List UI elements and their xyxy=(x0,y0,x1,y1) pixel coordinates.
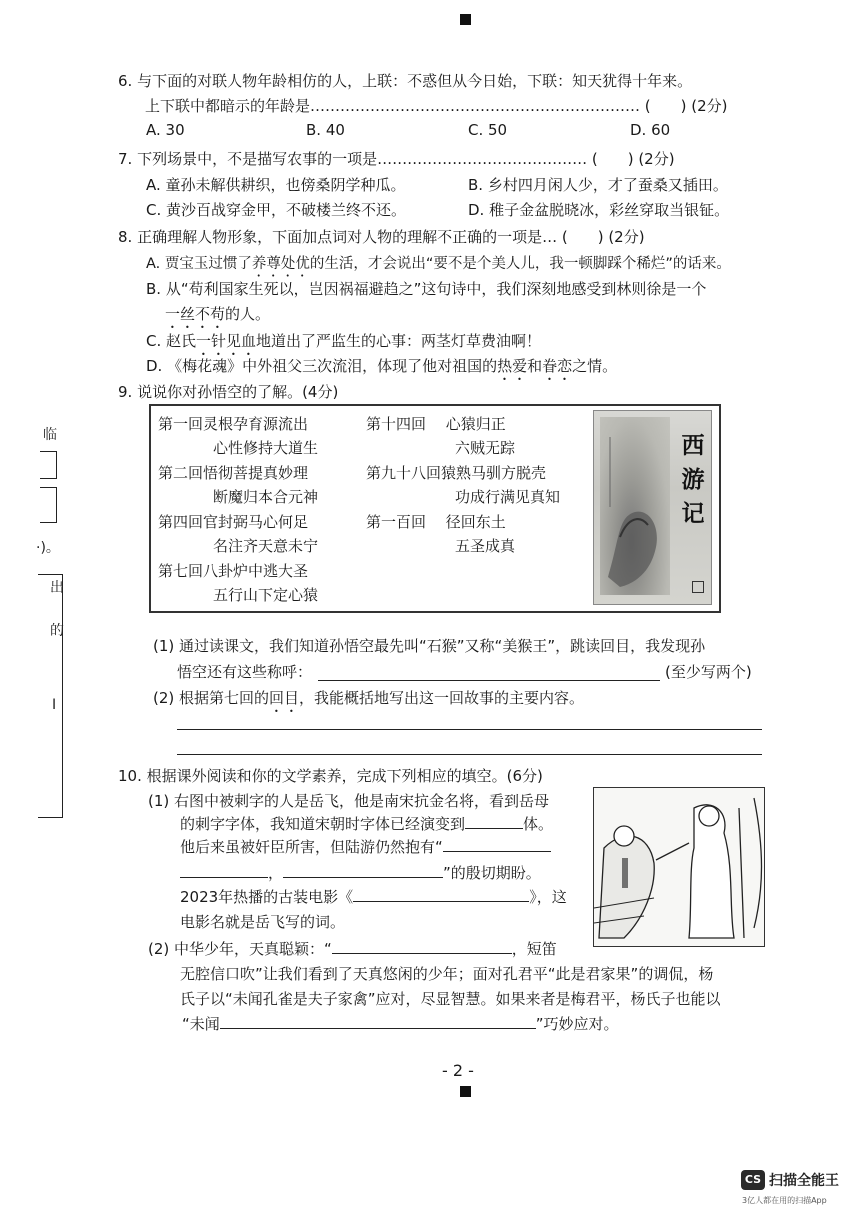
q8-d-post: 之情。 xyxy=(572,357,618,375)
margin-bracket-1 xyxy=(40,451,57,479)
journey-to-the-west-book-cover xyxy=(593,410,712,605)
q9-left-3a: 第四回官封弼马心何足 xyxy=(158,513,309,531)
q9-left-1a: 第一回灵根孕育源流出 xyxy=(158,415,309,433)
q8-d-dotted-2: 眷恋 xyxy=(542,357,573,375)
q8-option-d xyxy=(146,355,617,384)
q8-d-mid: 和 xyxy=(527,357,543,375)
q9-sub1-hint: (至少写两个) xyxy=(665,663,752,681)
q10-s2-l1-post: ，短笛 xyxy=(511,940,557,958)
camscanner-logo-icon: CS xyxy=(741,1170,765,1190)
q9-stem: 9. 说说你对孙悟空的了解。(4分) xyxy=(118,383,339,401)
margin-text-1: 临 xyxy=(43,427,57,443)
q9-right-2b: 功成行满见真知 xyxy=(455,488,561,506)
q10-s1-l2-post: 体。 xyxy=(523,815,554,833)
q9-right-2a: 第九十八回猿熟马驯方脱壳 xyxy=(366,464,547,482)
q9-right-1a: 第十四回 心猿归正 xyxy=(366,415,506,433)
q10-stem: 10. 根据课外阅读和你的文学素养，完成下列相应的填空。(6分) xyxy=(118,767,543,785)
book-title: 西游记 xyxy=(681,432,705,527)
margin-text-4: 的 xyxy=(50,623,64,639)
q9-sub2-dotted: 回目 xyxy=(269,689,300,707)
q10-poem-blank-2[interactable] xyxy=(180,877,268,878)
q8-stem: 8. 正确理解人物形象，下面加点词对人物的理解不正确的一项是… ( ) (2分) xyxy=(118,228,645,246)
q10-s2-line4 xyxy=(182,1013,619,1034)
q7-option-a: A. 童孙未解供耕织，也傍桑阴学种瓜。 xyxy=(146,176,406,194)
q7-stem: 7. 下列场景中，不是描写农事的一项是…………………………………… ( ) (2分) xyxy=(118,150,675,168)
q10-s2-l4-pre: “未闻 xyxy=(182,1015,220,1033)
q10-s1-line2 xyxy=(180,813,553,834)
q8-d-dotted-1: 热爱 xyxy=(497,357,528,375)
q10-s2-l4-post: ”巧妙应对。 xyxy=(535,1015,619,1033)
q9-left-2b: 断魔归本合元神 xyxy=(213,488,319,506)
q6-stem-line1: 6. 与下面的对联人物年龄相仿的人，上联：不惑但从今日始，下联：知天犹得十年来。 xyxy=(118,72,693,90)
q9-sub2-pre: (2) 根据第七回的 xyxy=(153,689,270,707)
publisher-seal-icon xyxy=(692,581,704,593)
q10-s1-l5-pre: 2023年热播的古装电影《 xyxy=(180,888,354,906)
camscanner-app-name: 扫描全能王 xyxy=(769,1173,839,1189)
q9-sub2 xyxy=(153,687,584,716)
q10-s1-l3-pre: 他后来虽被奸臣所害，但陆游仍然抱有“ xyxy=(180,838,443,856)
q10-s2-line1 xyxy=(148,938,557,959)
q9-sub1-answer-blank[interactable] xyxy=(318,680,660,681)
q10-poem-blank-4[interactable] xyxy=(332,953,512,954)
margin-text-5: I xyxy=(52,697,57,713)
q10-s2-l1-pre: (2) 中华少年，天真聪颖：“ xyxy=(148,940,332,958)
q9-left-4a: 第七回八卦炉中逃大圣 xyxy=(158,562,309,580)
q10-s2-line3: 氏子以“未闻孔雀是夫子家禽”应对，尽显智慧。如果来者是梅君平，杨氏子也能以 xyxy=(180,990,721,1008)
q10-s1-l4-mid: ， xyxy=(268,864,284,882)
monkey-king-illustration xyxy=(600,417,670,595)
q8-option-b-line1: B. 从“苟利国家生死以，岂因祸福避趋之”这句诗中，我们深刻地感受到林则徐是一个 xyxy=(146,280,707,298)
q8-a-pre: A. 贾宝玉过惯了 xyxy=(146,256,252,272)
camscanner-tagline: 3亿人都在用的扫描App xyxy=(742,1196,827,1205)
q10-poem-blank-3[interactable] xyxy=(283,877,443,878)
q7-option-b: B. 乡村四月闲人少，才了蚕桑又插田。 xyxy=(468,176,728,194)
q8-c-post: 地道出了严监生的心事：两茎灯草费油啊！ xyxy=(256,332,542,350)
q6-option-a: A. 30 xyxy=(146,121,185,139)
q7-option-c: C. 黄沙百战穿金甲，不破楼兰终不还。 xyxy=(146,201,407,219)
q8-a-post: 的生活，才会说出“要不是个美人儿，我一顿脚踩个稀烂”的话来。 xyxy=(309,256,731,272)
q10-s1-line4 xyxy=(180,862,541,883)
monkey-figure-icon xyxy=(600,417,670,595)
q10-s1-line5 xyxy=(180,886,567,907)
q10-s1-l5-post: 》，这 xyxy=(529,888,567,906)
q9-left-4b: 五行山下定心猿 xyxy=(213,586,319,604)
q8-c-pre: C. 赵氏 xyxy=(146,332,197,350)
q10-reply-blank[interactable] xyxy=(220,1028,536,1029)
q10-s1-l4-post: ”的殷切期盼。 xyxy=(443,864,541,882)
yue-fei-tattoo-illustration xyxy=(593,787,765,947)
registration-mark-bottom xyxy=(460,1086,471,1097)
q8-d-pre: D. 《梅花魂》中外祖父三次流泪，体现了他对祖国的 xyxy=(146,357,498,375)
q8-b-post: 的人。 xyxy=(225,305,271,323)
q8-option-b-line2 xyxy=(165,303,270,332)
q10-s1-line6: 电影名就是岳飞写的词。 xyxy=(180,913,346,931)
q10-s2-line2: 无腔信口吹”让我们看到了天真悠闲的少年；面对孔君平“此是君家果”的调侃，杨 xyxy=(180,965,714,983)
margin-bracket-3 xyxy=(38,574,63,818)
q9-right-1b: 六贼无踪 xyxy=(455,439,516,457)
q9-sub1-line2: 悟空还有这些称呼： xyxy=(177,663,313,681)
q10-s1-line1: (1) 右图中被刺字的人是岳飞，他是南宋抗金名将，看到岳母 xyxy=(148,792,550,810)
q9-sub2-answer-line-1[interactable] xyxy=(177,729,762,730)
q6-option-b: B. 40 xyxy=(306,121,345,139)
q9-sub2-answer-line-2[interactable] xyxy=(177,754,762,755)
q9-left-3b: 名注齐天意未宁 xyxy=(213,537,319,555)
q9-left-2a: 第二回悟彻菩提真妙理 xyxy=(158,464,309,482)
q10-movie-title-blank[interactable] xyxy=(353,901,529,902)
q6-stem-line2: 上下联中都暗示的年龄是………………………………………………………… ( ) (2分) xyxy=(145,97,728,115)
q8-option-a xyxy=(146,252,731,280)
q9-sub1-line1: (1) 通过读课文，我们知道孙悟空最先叫“石猴”又称“美猴王”，跳读回目，我发现孙 xyxy=(153,637,706,655)
q10-font-style-blank[interactable] xyxy=(465,828,523,829)
registration-mark-top xyxy=(460,14,471,25)
q9-left-1b: 心性修持大道生 xyxy=(213,439,319,457)
q6-option-d: D. 60 xyxy=(630,121,671,139)
q6-option-c: C. 50 xyxy=(468,121,508,139)
q10-s1-line3 xyxy=(180,836,551,857)
q8-a-dotted: 养尊处优 xyxy=(251,256,310,272)
margin-text-3: 出 xyxy=(50,580,64,596)
q9-right-3b: 五圣成真 xyxy=(455,537,516,555)
q8-b-dotted: 一丝不苟 xyxy=(165,305,226,323)
margin-bracket-2 xyxy=(40,487,57,523)
yue-mother-tattoo-scene-icon xyxy=(594,788,764,946)
q10-poem-blank-1[interactable] xyxy=(443,851,551,852)
page-number: - 2 - xyxy=(442,1061,474,1080)
q9-right-3a: 第一百回 径回东土 xyxy=(366,513,506,531)
q8-c-dotted: 一针见血 xyxy=(196,332,257,350)
q10-s1-l2-pre: 的刺字字体，我知道宋朝时字体已经演变到 xyxy=(180,815,466,833)
margin-text-2: ·)。 xyxy=(36,540,60,556)
q9-sub2-post: ，我能概括地写出这一回故事的主要内容。 xyxy=(299,689,585,707)
q7-option-d: D. 稚子金盆脱晓冰，彩丝穿取当银钲。 xyxy=(468,201,730,219)
